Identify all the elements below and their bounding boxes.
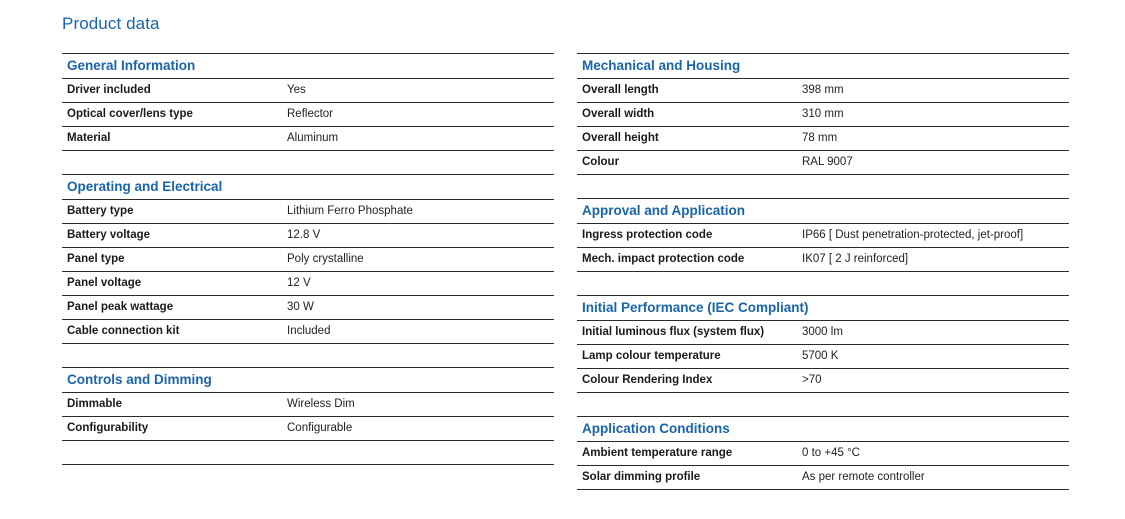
section-heading: Application Conditions [577,417,1069,442]
section-heading: Mechanical and Housing [577,54,1069,79]
section-heading: Approval and Application [577,199,1069,224]
table-row [62,296,554,320]
row-label: Mech. impact protection code [582,253,745,265]
row-value: 310 mm [802,108,844,120]
table-row [62,224,554,248]
section-application-conditions [577,416,1069,490]
table-row [62,127,554,151]
row-value: Aluminum [287,132,339,144]
row-value: 398 mm [802,84,844,96]
table-row [577,321,1069,345]
section-operating-and-electrical [62,174,554,367]
row-value: Wireless Dim [287,398,355,410]
row-value: 3000 lm [802,326,843,338]
closing-rule [62,464,554,465]
left-column [62,53,554,465]
right-column [577,53,1069,490]
row-value: Lithium Ferro Phosphate [287,205,413,217]
row-label: Panel voltage [67,277,142,289]
row-label: Overall width [582,108,655,120]
section-spacer [577,393,1069,416]
table-row [577,369,1069,393]
table-row [62,248,554,272]
section-spacer [62,151,554,174]
row-value: >70 [802,374,822,386]
table-row [577,103,1069,127]
section-heading: Controls and Dimming [62,368,554,393]
section-heading: Initial Performance (IEC Compliant) [577,296,1069,321]
section-approval-and-application [577,198,1069,295]
row-label: Material [67,132,111,144]
row-value: Yes [287,84,306,96]
section-initial-performance-iec-compliant [577,295,1069,416]
section-heading: General Information [62,54,554,79]
row-value: 5700 K [802,350,839,362]
row-value: RAL 9007 [802,156,853,168]
table-row [577,79,1069,103]
table-row [62,320,554,344]
table-row [62,103,554,127]
table-row [62,393,554,417]
row-value: Configurable [287,422,353,434]
row-label: Dimmable [67,398,122,410]
section-general-information [62,53,554,174]
row-label: Colour [582,156,620,168]
section-heading: Operating and Electrical [62,175,554,200]
section-mechanical-and-housing [577,53,1069,198]
table-row [577,466,1069,490]
row-label: Overall height [582,132,659,144]
row-value: IK07 [ 2 J reinforced] [802,253,909,265]
row-value: 30 W [287,301,314,313]
row-value: IP66 [ Dust penetration-protected, jet-proof] [802,229,1024,241]
row-value: Poly crystalline [287,253,364,265]
row-value: 12.8 V [287,229,321,241]
table-row [62,417,554,441]
table-row [577,224,1069,248]
row-label: Battery voltage [67,229,151,241]
row-label: Ingress protection code [582,229,713,241]
row-label: Overall length [582,84,659,96]
table-row [62,79,554,103]
row-value: 12 V [287,277,311,289]
row-label: Optical cover/lens type [67,108,193,120]
row-label: Panel peak wattage [67,301,174,313]
page-title: Product data [62,14,160,33]
table-row [62,200,554,224]
table-row [577,345,1069,369]
row-label: Driver included [67,84,151,96]
row-value: 78 mm [802,132,838,144]
row-value: Included [287,325,331,337]
section-spacer [577,175,1069,198]
row-value: As per remote controller [802,471,925,483]
row-label: Colour Rendering Index [582,374,713,386]
section-spacer [62,441,554,464]
section-controls-and-dimming [62,367,554,464]
row-label: Ambient temperature range [582,447,733,459]
table-row [577,151,1069,175]
section-spacer [577,272,1069,295]
row-label: Battery type [67,205,134,217]
table-row [577,127,1069,151]
row-label: Initial luminous flux (system flux) [582,326,765,338]
table-row [577,248,1069,272]
row-label: Lamp colour temperature [582,350,721,362]
table-row [62,272,554,296]
row-value: 0 to +45 °C [802,447,860,459]
row-label: Panel type [67,253,125,265]
row-label: Cable connection kit [67,325,180,337]
row-label: Configurability [67,422,149,434]
row-label: Solar dimming profile [582,471,701,483]
section-spacer [62,344,554,367]
table-row [577,442,1069,466]
row-value: Reflector [287,108,334,120]
